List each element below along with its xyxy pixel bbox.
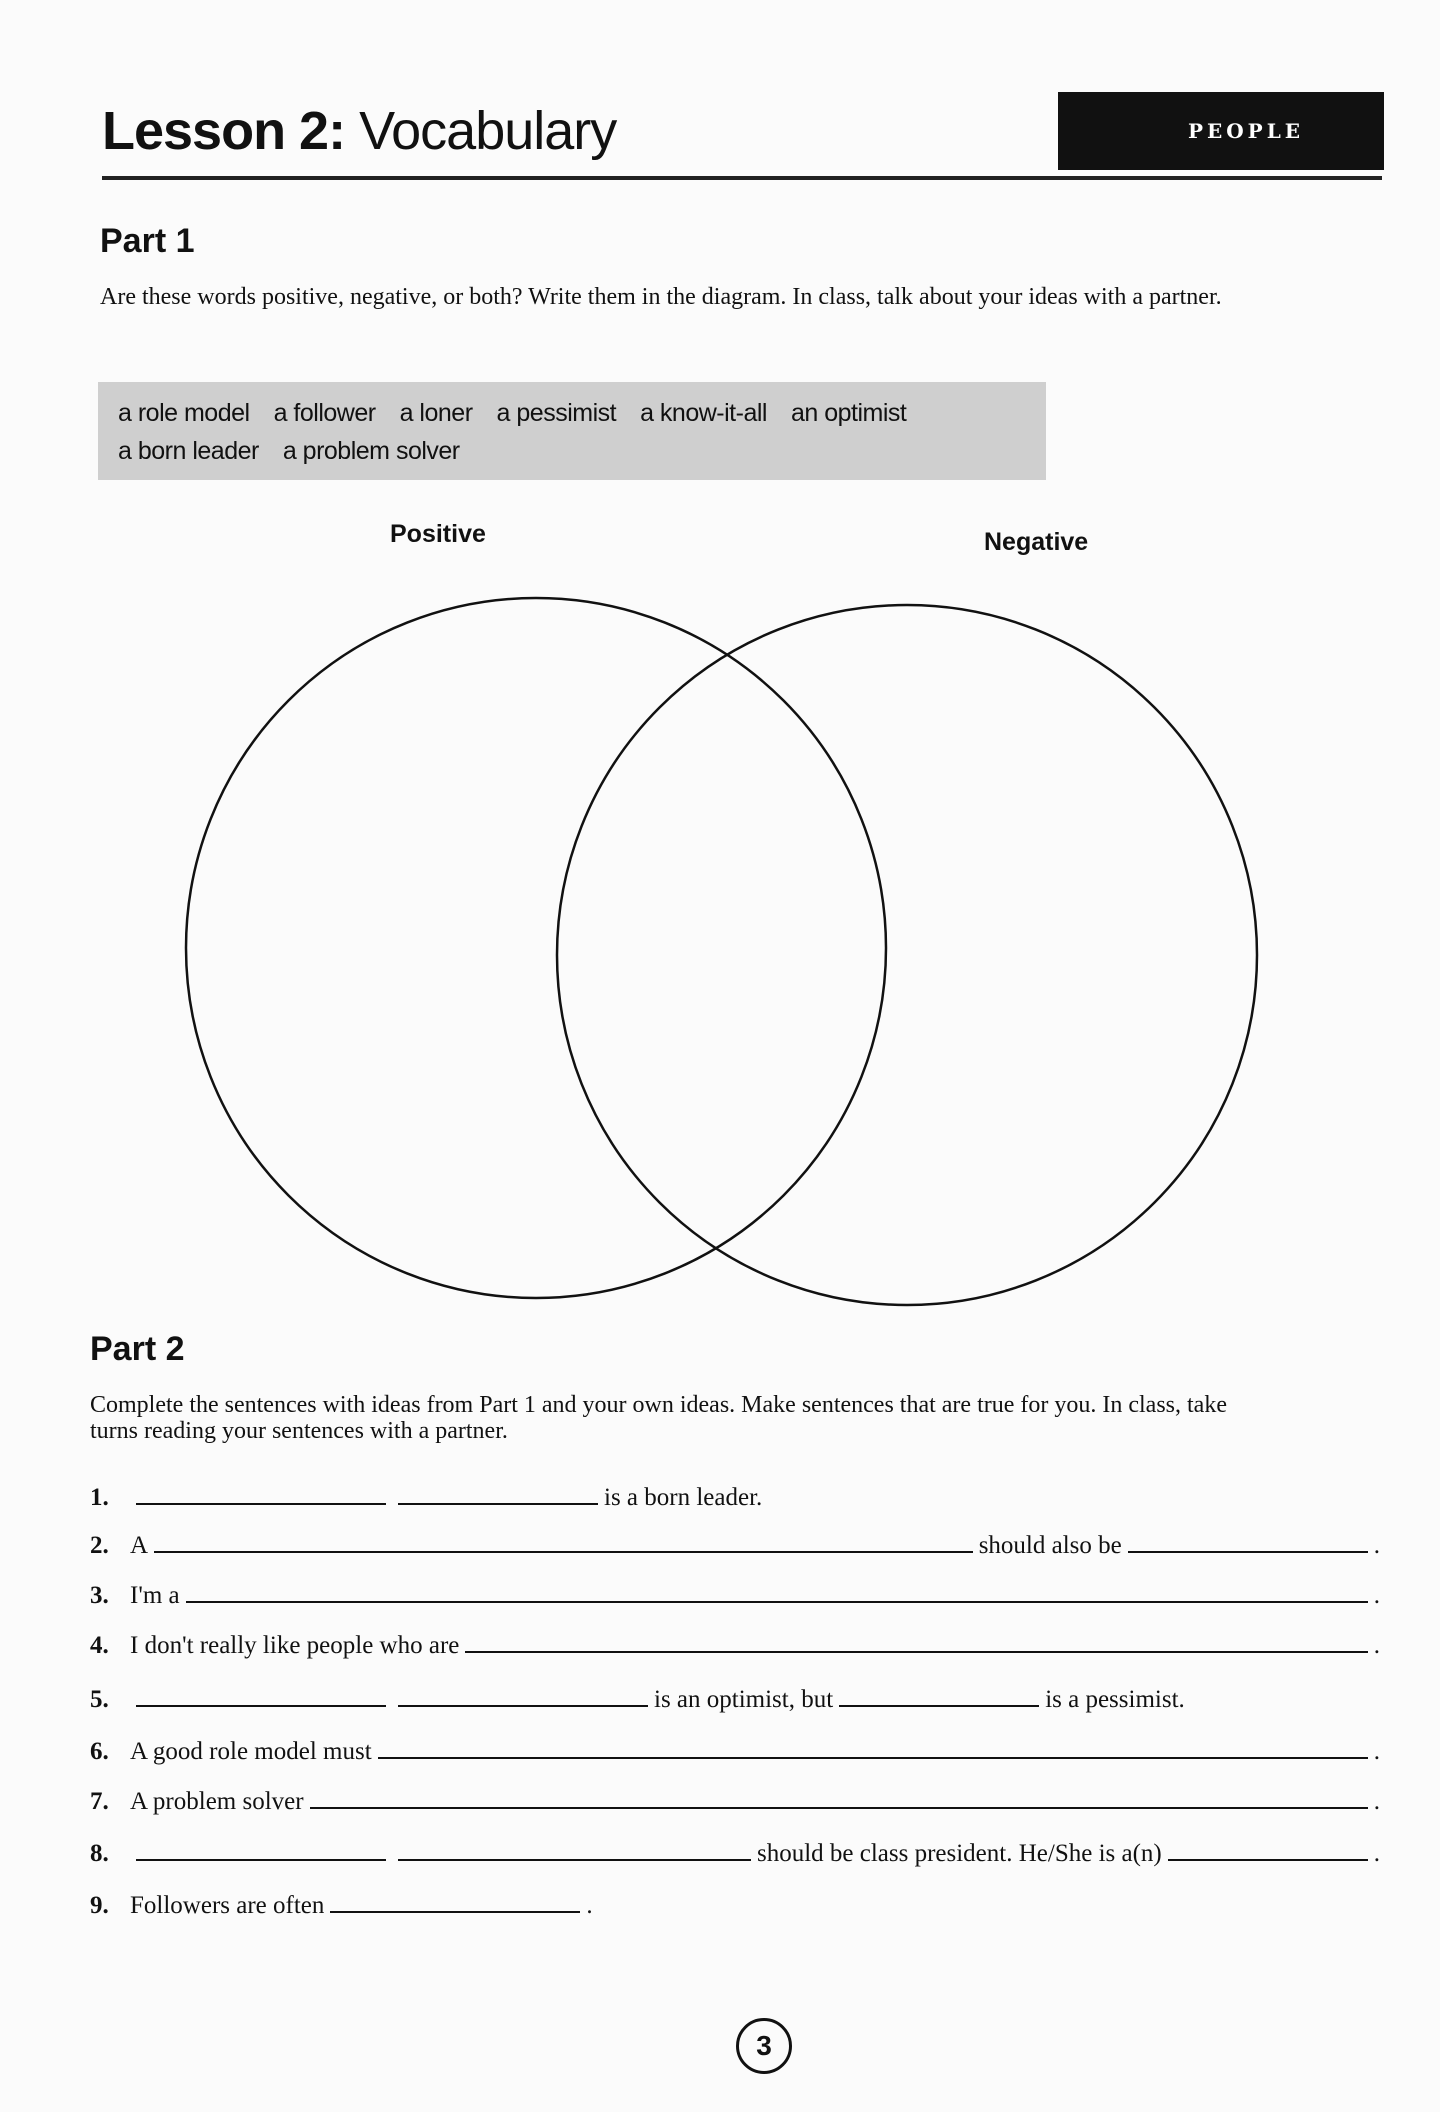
word-bank-item: a born leader: [118, 436, 259, 465]
word-bank-item: a problem solver: [282, 436, 460, 465]
sentence-text: .: [1373, 1788, 1380, 1815]
part1-instructions: Are these words positive, negative, or both? Write them in the diagram. In class, talk about your ideas with a partner.: [100, 284, 1222, 310]
answer-blank[interactable]: [330, 1907, 580, 1913]
part1-heading: Part 1: [100, 222, 195, 260]
sentence-text: I don't really like people who are: [130, 1632, 460, 1659]
item-number: 4.: [90, 1632, 109, 1659]
part2-instructions: Complete the sentences with ideas from Part 1 and your own ideas. Make sentences that are true for you. In class, take turns reading your sentences with a partner.: [90, 1392, 1227, 1444]
item-number: 2.: [90, 1532, 109, 1559]
sentence-text: is an optimist, but: [654, 1686, 834, 1713]
title-lesson: Lesson 2:: [102, 101, 346, 161]
answer-blank[interactable]: [136, 1701, 386, 1707]
answer-blank[interactable]: [136, 1499, 386, 1505]
answer-blank[interactable]: [465, 1647, 1367, 1653]
title-topic: Vocabulary: [359, 101, 617, 161]
sentence-item: [90, 1686, 1380, 1714]
sentence-text: is a born leader.: [604, 1484, 763, 1511]
sentence-item: [90, 1788, 1380, 1816]
item-number: 5.: [90, 1686, 109, 1713]
answer-blank[interactable]: [378, 1753, 1368, 1759]
sentence-text: Followers are often: [130, 1892, 325, 1919]
venn-circle-positive[interactable]: [186, 598, 886, 1298]
sentence-item: [90, 1840, 1380, 1868]
unit-tag: PEOPLE: [1058, 92, 1384, 170]
sentence-text: should also be: [978, 1532, 1122, 1559]
venn-circle-negative[interactable]: [557, 605, 1257, 1305]
answer-blank[interactable]: [136, 1855, 386, 1861]
item-number: 1.: [90, 1484, 109, 1511]
sentence-text: .: [1373, 1532, 1380, 1559]
part2-heading: Part 2: [90, 1330, 185, 1368]
word-bank-item: an optimist: [790, 398, 907, 427]
sentence-text: A problem solver: [130, 1788, 304, 1815]
answer-blank[interactable]: [839, 1701, 1039, 1707]
answer-blank[interactable]: [310, 1803, 1368, 1809]
answer-blank[interactable]: [1128, 1547, 1368, 1553]
sentence-item: [90, 1532, 1380, 1560]
sentence-item: [90, 1738, 1380, 1766]
answer-blank[interactable]: [1168, 1855, 1368, 1861]
sentence-text: should be class president. He/She is a(n): [756, 1840, 1162, 1867]
answer-blank[interactable]: [186, 1597, 1368, 1603]
word-bank-item: a follower: [273, 398, 376, 427]
answer-blank[interactable]: [154, 1547, 973, 1553]
sentence-text: .: [1373, 1840, 1380, 1867]
sentence-text: A: [130, 1532, 149, 1559]
venn-label-positive: Positive: [390, 520, 486, 548]
sentence-item: [90, 1632, 1380, 1660]
word-bank-item: a role model: [118, 398, 250, 427]
word-bank-item: a loner: [399, 398, 473, 427]
venn-label-negative: Negative: [984, 528, 1089, 556]
answer-blank[interactable]: [398, 1701, 648, 1707]
item-number: 6.: [90, 1738, 109, 1765]
word-bank-item: a pessimist: [496, 398, 617, 427]
sentence-text: .: [1373, 1738, 1380, 1765]
sentence-text: .: [586, 1892, 593, 1919]
sentence-text: is a pessimist.: [1045, 1686, 1185, 1713]
answer-blank[interactable]: [398, 1855, 751, 1861]
sentence-text: I'm a: [130, 1582, 180, 1609]
item-number: 9.: [90, 1892, 109, 1919]
page-number: 3: [736, 2018, 792, 2074]
sentence-item: [90, 1892, 1380, 1920]
sentence-text: .: [1373, 1632, 1380, 1659]
sentence-text: A good role model must: [130, 1738, 372, 1765]
sentence-item: [90, 1484, 1380, 1512]
item-number: 8.: [90, 1840, 109, 1867]
item-number: 3.: [90, 1582, 109, 1609]
item-number: 7.: [90, 1788, 109, 1815]
answer-blank[interactable]: [398, 1499, 598, 1505]
word-bank-item: a know-it-all: [640, 398, 767, 427]
sentence-text: .: [1373, 1582, 1380, 1609]
sentence-item: [90, 1582, 1380, 1610]
